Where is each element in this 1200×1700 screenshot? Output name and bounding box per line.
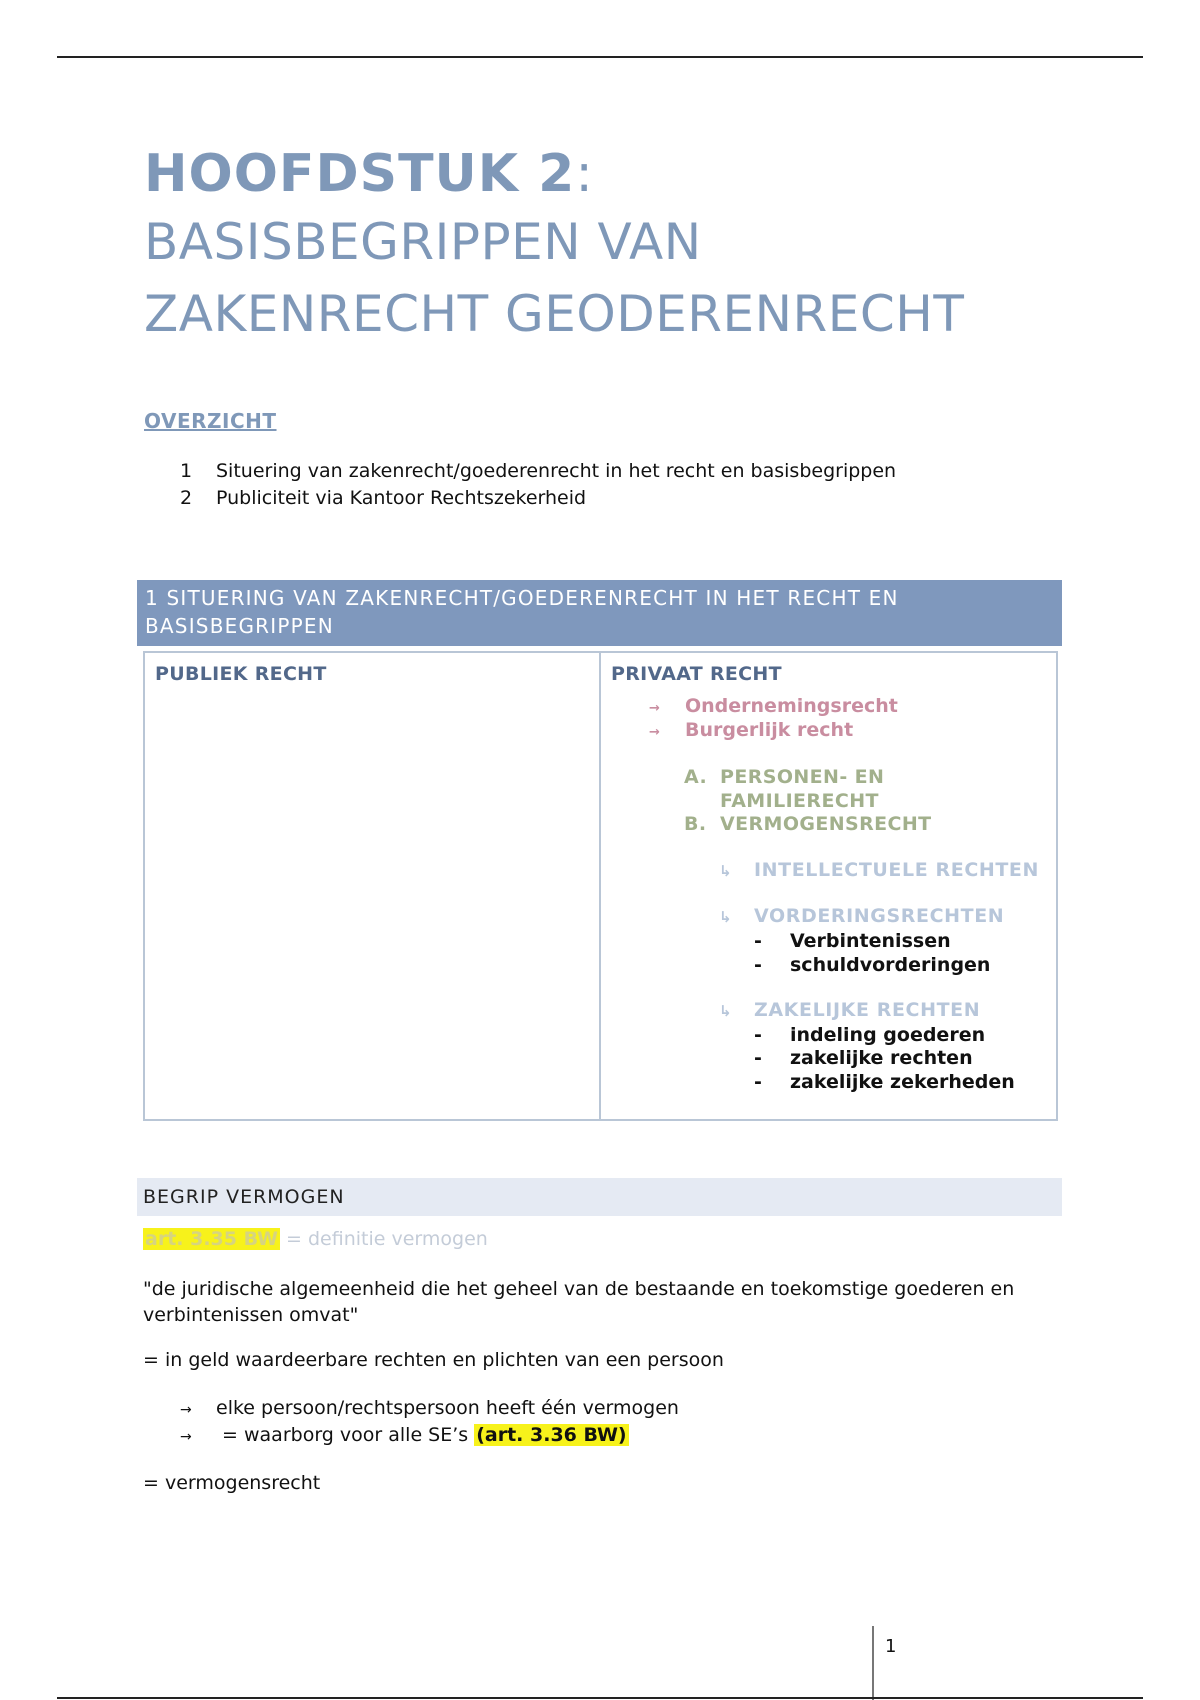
header-rule bbox=[57, 56, 1143, 58]
definition-quote: "de juridische algemeenheid die het geheel van de bestaande en toekomstige goederen en verbintenissen omvat" bbox=[143, 1278, 1015, 1326]
list-item-label: Burgerlijk recht bbox=[685, 719, 854, 741]
chapter-title-line-3: ZAKENRECHT GEODERENRECHT bbox=[144, 285, 965, 343]
arrow-right-icon: → bbox=[649, 701, 660, 716]
list-item-label: VORDERINGSRECHTEN bbox=[754, 905, 1005, 927]
list-item bbox=[684, 813, 932, 835]
law-overview-table bbox=[143, 651, 1058, 1121]
dash-bullet: - bbox=[754, 1071, 762, 1093]
list-letter: A. bbox=[684, 766, 708, 788]
private-law-heading: PRIVAAT RECHT bbox=[611, 663, 782, 685]
toc-item[interactable] bbox=[180, 485, 896, 512]
public-law-heading: PUBLIEK RECHT bbox=[155, 663, 327, 685]
page-number-divider bbox=[872, 1626, 874, 1700]
arrow-down-right-icon: ↳ bbox=[719, 1002, 733, 1020]
dash-bullet: - bbox=[754, 1024, 762, 1046]
public-law-column bbox=[145, 653, 601, 1119]
list-item-label: schuldvorderingen bbox=[790, 954, 991, 976]
toc-item-number: 2 bbox=[180, 487, 193, 509]
list-item bbox=[180, 1395, 679, 1423]
list-item bbox=[719, 999, 980, 1021]
list-item-label: elke persoon/rechtspersoon heeft één vermogen bbox=[216, 1397, 679, 1419]
dash-bullet: - bbox=[754, 930, 762, 952]
arrow-right-icon: → bbox=[180, 1402, 192, 1418]
arrow-right-icon: → bbox=[649, 725, 660, 740]
section-heading-1 bbox=[137, 580, 1062, 646]
toc-item-text: Situering van zakenrecht/goederenrecht in het recht en basisbegrippen bbox=[216, 460, 897, 482]
list-item bbox=[754, 1046, 973, 1070]
list-item-label: zakelijke rechten bbox=[790, 1047, 973, 1069]
dash-bullet: - bbox=[754, 1047, 762, 1069]
list-item bbox=[649, 695, 898, 717]
list-item bbox=[754, 929, 951, 953]
list-item-label: = waarborg voor alle SE’s bbox=[216, 1424, 475, 1446]
footer-rule bbox=[57, 1697, 1143, 1699]
list-item bbox=[719, 905, 1004, 927]
toc-item-number: 1 bbox=[180, 460, 193, 482]
subsection-heading: BEGRIP VERMOGEN bbox=[137, 1178, 1062, 1216]
highlighted-article: (art. 3.36 BW) bbox=[476, 1424, 627, 1446]
list-item-label: indeling goederen bbox=[790, 1024, 986, 1046]
arrow-right-icon: → bbox=[180, 1429, 192, 1445]
list-item-label: INTELLECTUELE RECHTEN bbox=[754, 859, 1040, 881]
conclusion-text: = vermogensrecht bbox=[143, 1472, 321, 1494]
section-heading-line-2: BASISBEGRIPPEN bbox=[145, 614, 334, 638]
arrow-down-right-icon: ↳ bbox=[719, 908, 733, 926]
table-of-contents bbox=[180, 458, 896, 512]
article-description: = definitie vermogen bbox=[280, 1228, 488, 1250]
definition-text: = in geld waardeerbare rechten en plichten van een persoon bbox=[143, 1349, 724, 1371]
list-item-label: Verbintenissen bbox=[790, 930, 951, 952]
overview-heading[interactable]: OVERZICHT bbox=[144, 409, 277, 433]
list-item bbox=[754, 1070, 1015, 1094]
list-item-label: PERSONEN- EN bbox=[720, 766, 885, 788]
article-reference bbox=[143, 1228, 488, 1250]
list-item-label: Ondernemingsrecht bbox=[685, 695, 898, 717]
list-item bbox=[649, 719, 853, 741]
list-item bbox=[719, 859, 1039, 881]
list-item bbox=[754, 1023, 985, 1047]
list-item bbox=[754, 953, 990, 977]
section-heading-line-1: 1 SITUERING VAN ZAKENRECHT/GOEDERENRECHT IN HET RECHT EN bbox=[145, 586, 899, 610]
dash-bullet: - bbox=[754, 954, 762, 976]
list-item-label: zakelijke zekerheden bbox=[790, 1071, 1015, 1093]
highlighted-article: art. 3.35 BW bbox=[145, 1228, 278, 1250]
toc-item-text: Publiciteit via Kantoor Rechtszekerheid bbox=[216, 487, 587, 509]
list-letter: B. bbox=[684, 813, 707, 835]
list-item bbox=[180, 1422, 629, 1450]
arrow-down-right-icon: ↳ bbox=[719, 862, 733, 880]
list-item-label: VERMOGENSRECHT bbox=[720, 813, 932, 835]
chapter-title bbox=[144, 142, 1104, 350]
chapter-title-line-2: BASISBEGRIPPEN VAN bbox=[144, 213, 702, 271]
list-item-label-cont: FAMILIERECHT bbox=[720, 790, 879, 812]
list-item-label: ZAKELIJKE RECHTEN bbox=[754, 999, 981, 1021]
chapter-colon: : bbox=[575, 144, 594, 204]
list-item bbox=[684, 765, 884, 813]
private-law-column bbox=[601, 653, 1056, 1119]
toc-item[interactable] bbox=[180, 458, 896, 485]
page-number: 1 bbox=[885, 1636, 897, 1657]
chapter-label: HOOFDSTUK 2 bbox=[144, 144, 576, 204]
